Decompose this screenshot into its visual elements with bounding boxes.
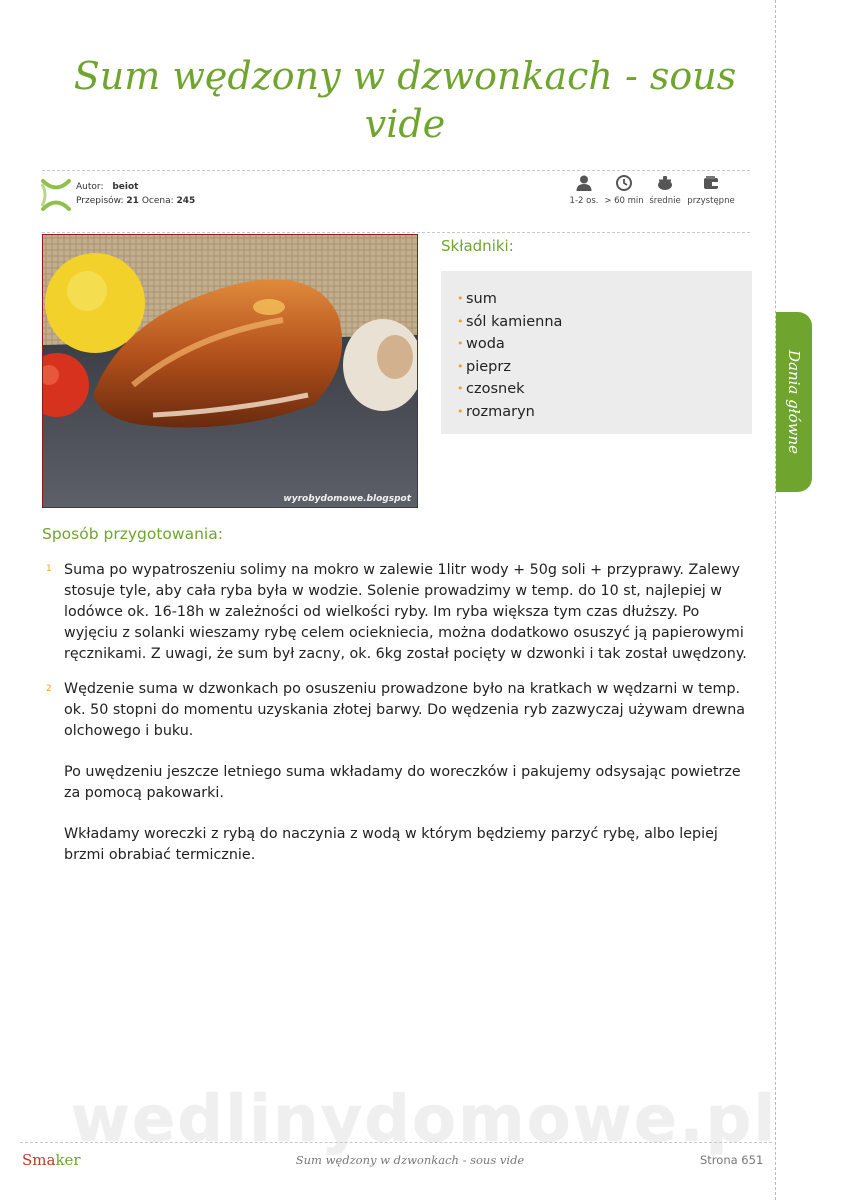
step-text: Wkładamy woreczki z rybą do naczynia z wodą w którym będziemy parzyć rybę, albo lepiej brzmi obrabiać termicznie. <box>64 826 718 863</box>
ingredient-item <box>457 333 752 356</box>
ingredient-item <box>457 401 752 424</box>
ingredient-label: sum <box>466 291 497 307</box>
person-icon <box>575 174 593 192</box>
difficulty-label: średnie <box>649 196 681 206</box>
rating-value: 245 <box>176 196 196 206</box>
ingredients-list <box>441 271 752 424</box>
ingredients-box <box>441 271 752 434</box>
footer-divider <box>20 1142 772 1143</box>
pot-icon <box>656 174 674 192</box>
ingredient-item <box>457 288 752 311</box>
step-text: Suma po wypatroszeniu solimy na mokro w zalewie 1litr wody + 50g soli + przyprawy. Zalewy stosuje tyle, aby cała ryba była w wodzie. Solenie prowadzimy w temp. do 10 st, najlepiej w lodówce ok. 16-18h w zależności od wielkości ryby. Im ryba większa tym czas dłuższy. Po wyjęciu z solanki wieszamy rybę celem ociekniecia, można dodatkowo osuszyć ją papierowymi ręcznikami. Z uwagi, że sum był zacny, ok. 6kg został pocięty w dzwonki i tak został uwędzony. <box>64 562 747 662</box>
watermark: wedlinydomowe.pl <box>70 1083 778 1157</box>
photo-caption: wyrobydomowe.blogspot <box>283 494 411 504</box>
author-bar-bottom-divider <box>42 232 750 233</box>
cost-meta <box>686 174 736 206</box>
bullet-icon: • <box>457 359 464 373</box>
step-number: 2 <box>46 684 52 694</box>
ingredient-label: woda <box>466 336 505 353</box>
ingredient-item <box>457 311 752 334</box>
brand-logo <box>22 1151 81 1169</box>
cut-line <box>775 0 776 1200</box>
ingredient-label: sól kamienna <box>466 313 563 330</box>
recipes-label: Przepisów: <box>76 196 124 206</box>
wallet-icon <box>702 174 720 192</box>
ingredient-label: pieprz <box>466 358 511 375</box>
ingredients-heading: Składniki: <box>441 237 514 255</box>
category-tab[interactable] <box>776 312 812 492</box>
ingredient-label: czosnek <box>466 381 525 398</box>
rating-label: Ocena: <box>141 196 174 206</box>
ingredient-item <box>457 356 752 379</box>
servings-label: 1-2 os. <box>569 196 599 206</box>
author-label: Autor: <box>76 182 104 192</box>
bullet-icon: • <box>457 382 464 396</box>
author-logo-icon <box>40 178 72 212</box>
category-tab-label: Dania główne <box>785 349 803 454</box>
recipes-count: 21 <box>126 196 139 206</box>
author-info <box>76 180 195 208</box>
bullet-icon: • <box>457 337 464 351</box>
recipe-title: Sum wędzony w dzwonkach - sous vide <box>73 54 737 146</box>
clock-icon <box>615 174 633 192</box>
page-number: Strona 651 <box>700 1153 764 1167</box>
smoked-catfish-image <box>43 235 417 507</box>
dish-photo <box>42 234 418 508</box>
difficulty-meta <box>640 174 690 206</box>
step-text: Wędzenie suma w dzwonkach po osuszeniu prowadzone było na kratkach w wędzarni w temp. ok. 50 stopni do momentu uzyskania złotej barwy. Do wędzenia ryb zazwyczaj używam drewna olchowego i buku. <box>64 681 746 739</box>
brand-logo-part: Sma <box>22 1151 56 1169</box>
brand-logo-part: ker <box>55 1151 81 1169</box>
bullet-icon: • <box>457 404 464 418</box>
ingredient-label: rozmaryn <box>466 403 535 420</box>
time-label: > 60 min <box>604 196 644 206</box>
step-text: Po uwędzeniu jeszcze letniego suma wkładamy do woreczków i pakujemy odsysając powietrze za pomocą pakowarki. <box>64 764 741 801</box>
bullet-icon: • <box>457 314 464 328</box>
method-heading: Sposób przygotowania: <box>42 525 223 543</box>
bullet-icon: • <box>457 292 464 305</box>
step-number: 1 <box>46 564 52 574</box>
ingredient-item <box>457 378 752 401</box>
author-name[interactable]: beiot <box>112 182 139 192</box>
author-bar-top-divider <box>42 170 750 171</box>
footer-title: Sum wędzony w dzwonkach - sous vide <box>295 1153 525 1167</box>
cost-label: przystępne <box>687 196 735 206</box>
